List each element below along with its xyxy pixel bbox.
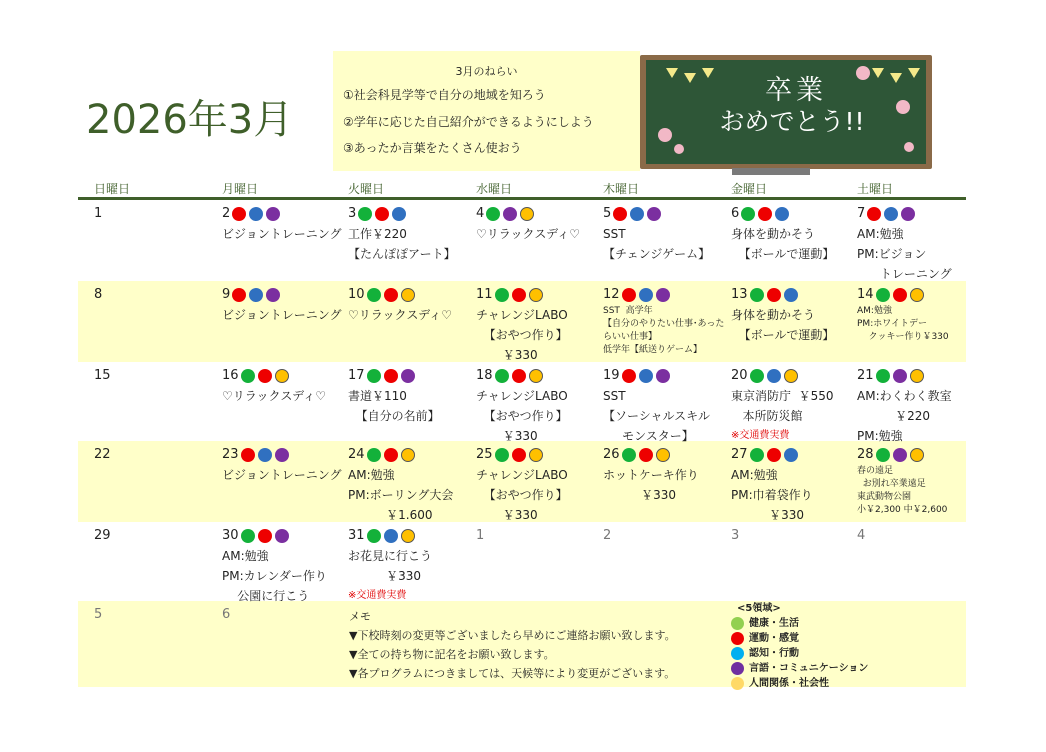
day-cell <box>476 444 600 525</box>
green-domain-dot-icon <box>622 448 636 462</box>
activity-line: ￥330 <box>348 569 422 583</box>
red-domain-dot-icon <box>258 369 272 383</box>
day-number: 17 <box>348 368 365 383</box>
legend-dot-icon <box>731 617 744 630</box>
activity-line: ￥330 <box>731 508 805 522</box>
blue-domain-dot-icon <box>639 288 653 302</box>
legend-item: 健康・生活 <box>731 616 868 631</box>
activity-line: PM:ビジョン <box>857 247 927 261</box>
day-number: 23 <box>222 447 239 462</box>
purple-domain-dot-icon <box>275 448 289 462</box>
weekday-header: 日曜日 <box>94 182 131 196</box>
day-number: 5 <box>94 607 103 622</box>
blue-domain-dot-icon <box>630 207 644 221</box>
activity-line: ￥220 <box>857 409 931 423</box>
day-cell <box>731 365 855 446</box>
legend-item: 認知・行動 <box>731 646 868 661</box>
day-number: 31 <box>348 528 365 543</box>
day-number: 9 <box>222 287 231 302</box>
red-domain-dot-icon <box>241 448 255 462</box>
day-cell <box>94 203 218 224</box>
weekday-header: 土曜日 <box>857 182 894 196</box>
green-domain-dot-icon <box>495 288 509 302</box>
aim-item: ②学年に応じた自己紹介ができるようにしよう <box>343 115 594 129</box>
activity-line: モンスター】 <box>603 429 694 443</box>
blue-domain-dot-icon <box>249 207 263 221</box>
aim-item: ③あったか言葉をたくさん使おう <box>343 141 522 155</box>
memo-line: ▼下校時刻の変更等ございましたら早めにご連絡お願い致します。 <box>349 629 676 642</box>
aims-heading: 3月のねらい <box>455 65 518 78</box>
legend-dot-icon <box>731 677 744 690</box>
day-number: 1 <box>476 528 485 543</box>
day-number: 24 <box>348 447 365 462</box>
day-cell <box>94 284 218 305</box>
cherry-blossom-icon <box>904 142 914 152</box>
activity-line: PM:カレンダー作り <box>222 569 327 583</box>
day-cell <box>222 604 346 625</box>
activity-line: 【おやつ作り】 <box>476 409 568 423</box>
blue-domain-dot-icon <box>249 288 263 302</box>
blue-domain-dot-icon <box>767 369 781 383</box>
green-domain-dot-icon <box>750 448 764 462</box>
day-number: 20 <box>731 368 748 383</box>
green-domain-dot-icon <box>876 369 890 383</box>
activity-line: AM:勉強 <box>348 468 395 482</box>
activity-line: 身体を動かそう <box>731 308 816 322</box>
red-domain-dot-icon <box>384 369 398 383</box>
activity-line: 【おやつ作り】 <box>476 328 568 342</box>
day-cell <box>94 525 218 546</box>
day-cell <box>731 203 855 264</box>
activity-line: PM:勉強 <box>857 429 903 443</box>
day-cell <box>857 365 981 446</box>
chalk-tray <box>732 168 810 175</box>
red-domain-dot-icon <box>232 207 246 221</box>
activity-line: 【チェンジゲーム】 <box>603 247 711 261</box>
red-domain-dot-icon <box>622 369 636 383</box>
activity-line: 工作￥220 <box>348 227 407 241</box>
orange-domain-dot-icon <box>910 288 924 302</box>
day-number: 3 <box>731 528 740 543</box>
orange-domain-dot-icon <box>401 288 415 302</box>
activity-line: ￥330 <box>476 429 538 443</box>
red-domain-dot-icon <box>639 448 653 462</box>
purple-domain-dot-icon <box>401 369 415 383</box>
activity-line: AM:勉強 <box>857 306 892 316</box>
day-number: 3 <box>348 206 357 221</box>
day-cell <box>603 203 727 264</box>
red-domain-dot-icon <box>384 288 398 302</box>
green-domain-dot-icon <box>876 448 890 462</box>
day-number: 18 <box>476 368 493 383</box>
activity-line: 【自分の名前】 <box>348 409 440 423</box>
red-domain-dot-icon <box>384 448 398 462</box>
day-number: 29 <box>94 528 111 543</box>
day-cell <box>476 365 600 446</box>
activity-line: SST <box>603 389 626 403</box>
red-domain-dot-icon <box>512 448 526 462</box>
day-cell <box>222 444 346 485</box>
purple-domain-dot-icon <box>893 448 907 462</box>
purple-domain-dot-icon <box>893 369 907 383</box>
green-domain-dot-icon <box>358 207 372 221</box>
activity-line: お別れ卒業遠足 <box>857 479 926 489</box>
purple-domain-dot-icon <box>647 207 661 221</box>
activity-line: 東京消防庁 ￥550 <box>731 389 834 403</box>
memo-section <box>349 607 676 683</box>
activity-line: PM:ホワイトデー <box>857 319 927 329</box>
legend-item: 言語・コミュニケーション <box>731 661 868 676</box>
day-cell <box>603 444 727 505</box>
green-domain-dot-icon <box>750 288 764 302</box>
blue-domain-dot-icon <box>639 369 653 383</box>
day-number: 10 <box>348 287 365 302</box>
red-domain-dot-icon <box>232 288 246 302</box>
purple-domain-dot-icon <box>656 369 670 383</box>
day-number: 8 <box>94 287 103 302</box>
activity-line: 書道￥110 <box>348 389 407 403</box>
day-cell <box>222 365 346 406</box>
legend-item: 運動・感覚 <box>731 631 868 646</box>
activity-line: クッキー作り￥330 <box>857 332 949 342</box>
red-domain-dot-icon <box>622 288 636 302</box>
red-domain-dot-icon <box>512 369 526 383</box>
activity-line: チャレンジLABO <box>476 468 568 482</box>
orange-domain-dot-icon <box>401 448 415 462</box>
day-cell <box>857 203 981 284</box>
orange-domain-dot-icon <box>529 288 543 302</box>
purple-domain-dot-icon <box>266 288 280 302</box>
activity-line: AM:勉強 <box>857 227 904 241</box>
day-cell <box>94 444 218 465</box>
blue-domain-dot-icon <box>884 207 898 221</box>
activity-line: チャレンジLABO <box>476 308 568 322</box>
day-number: 22 <box>94 447 111 462</box>
activity-line: ビジョントレーニング <box>222 227 342 241</box>
purple-domain-dot-icon <box>266 207 280 221</box>
monthly-aims-box <box>333 51 640 171</box>
orange-domain-dot-icon <box>910 369 924 383</box>
day-number: 15 <box>94 368 111 383</box>
activity-line: 【ボールで運動】 <box>731 328 835 342</box>
activity-line: 東武動物公園 <box>857 492 912 502</box>
day-number: 7 <box>857 206 866 221</box>
activity-line: ビジョントレーニング <box>222 308 342 322</box>
activity-line: 【おやつ作り】 <box>476 488 568 502</box>
day-cell <box>731 525 855 546</box>
purple-domain-dot-icon <box>275 529 289 543</box>
blue-domain-dot-icon <box>775 207 789 221</box>
day-cell <box>222 203 346 244</box>
red-domain-dot-icon <box>375 207 389 221</box>
orange-domain-dot-icon <box>529 369 543 383</box>
orange-domain-dot-icon <box>529 448 543 462</box>
activity-line: 【ソーシャルスキル <box>603 409 711 423</box>
legend-dot-icon <box>731 632 744 645</box>
red-domain-dot-icon <box>767 448 781 462</box>
blue-domain-dot-icon <box>784 288 798 302</box>
activity-line: PM:ボーリング大会 <box>348 488 454 502</box>
day-cell <box>731 444 855 525</box>
activity-line: AM:勉強 <box>222 549 269 563</box>
day-cell <box>603 525 727 546</box>
day-number: 4 <box>857 528 866 543</box>
day-number: 13 <box>731 287 748 302</box>
day-number: 27 <box>731 447 748 462</box>
blue-domain-dot-icon <box>258 448 272 462</box>
activity-line: ￥1.600 <box>348 508 433 522</box>
day-cell <box>94 365 218 386</box>
red-domain-dot-icon <box>512 288 526 302</box>
orange-domain-dot-icon <box>784 369 798 383</box>
activity-line: AM:わくわく教室 <box>857 389 952 403</box>
day-number: 4 <box>476 206 485 221</box>
day-cell <box>222 284 346 325</box>
green-domain-dot-icon <box>367 369 381 383</box>
day-number: 1 <box>94 206 103 221</box>
memo-line: ▼全ての持ち物に記名をお願い致します。 <box>349 648 555 661</box>
day-number: 5 <box>603 206 612 221</box>
day-number: 12 <box>603 287 620 302</box>
orange-domain-dot-icon <box>520 207 534 221</box>
day-cell <box>476 203 600 244</box>
activity-line: 本所防災館 <box>731 409 803 423</box>
activity-line: 【自分のやりたい仕事･あった <box>603 319 725 329</box>
orange-domain-dot-icon <box>656 448 670 462</box>
activity-line: 公園に行こう <box>222 589 310 603</box>
activity-line: 小￥2,300 中￥2,600 <box>857 505 948 515</box>
activity-line: トレーニング <box>857 267 952 281</box>
red-domain-dot-icon <box>613 207 627 221</box>
day-cell <box>603 365 727 446</box>
day-cell <box>857 444 981 517</box>
activity-line: ビジョントレーニング <box>222 468 342 482</box>
memo-title: メモ <box>349 610 371 623</box>
legend-dot-icon <box>731 662 744 675</box>
activity-line: ￥330 <box>603 488 677 502</box>
day-number: 28 <box>857 447 874 462</box>
five-domains-legend <box>731 601 868 691</box>
day-cell <box>348 525 472 606</box>
graduation-chalkboard <box>640 55 932 169</box>
weekday-header: 水曜日 <box>476 182 513 196</box>
day-number: 11 <box>476 287 493 302</box>
activity-line: SST <box>603 227 626 241</box>
blue-domain-dot-icon <box>392 207 406 221</box>
day-cell <box>731 284 855 345</box>
day-cell <box>476 525 600 546</box>
weekday-header: 金曜日 <box>731 182 768 196</box>
green-domain-dot-icon <box>367 448 381 462</box>
day-cell <box>348 444 472 525</box>
activity-line: ♡リラックスディ♡ <box>222 389 326 403</box>
activity-line: AM:勉強 <box>731 468 778 482</box>
header-divider <box>78 197 966 200</box>
activity-line: チャレンジLABO <box>476 389 568 403</box>
purple-domain-dot-icon <box>503 207 517 221</box>
day-cell <box>857 284 981 344</box>
activity-line: お花見に行こう <box>348 549 433 563</box>
board-message: おめでとう!! <box>719 107 865 136</box>
green-domain-dot-icon <box>241 369 255 383</box>
day-number: 26 <box>603 447 620 462</box>
green-domain-dot-icon <box>750 369 764 383</box>
day-number: 19 <box>603 368 620 383</box>
fare-note: ※交通費実費 <box>348 590 407 601</box>
weekday-header: 火曜日 <box>348 182 385 196</box>
day-number: 25 <box>476 447 493 462</box>
red-domain-dot-icon <box>767 288 781 302</box>
orange-domain-dot-icon <box>275 369 289 383</box>
memo-line: ▼各プログラムにつきましては、天候等により変更がございます。 <box>349 667 676 680</box>
day-cell <box>857 525 981 546</box>
legend-title: <5領域> <box>737 603 781 614</box>
activity-line: 低学年【紙送りゲーム】 <box>603 345 703 355</box>
red-domain-dot-icon <box>758 207 772 221</box>
day-number: 16 <box>222 368 239 383</box>
red-domain-dot-icon <box>893 288 907 302</box>
green-domain-dot-icon <box>741 207 755 221</box>
day-cell <box>348 284 472 325</box>
legend-dot-icon <box>731 647 744 660</box>
purple-domain-dot-icon <box>656 288 670 302</box>
green-domain-dot-icon <box>367 288 381 302</box>
cherry-blossom-icon <box>658 128 672 142</box>
weekday-header: 月曜日 <box>222 182 259 196</box>
blue-domain-dot-icon <box>384 529 398 543</box>
activity-line: ￥330 <box>476 348 538 362</box>
green-domain-dot-icon <box>486 207 500 221</box>
day-cell <box>348 203 472 264</box>
orange-domain-dot-icon <box>401 529 415 543</box>
activity-line: PM:巾着袋作り <box>731 488 813 502</box>
activity-line: ♡リラックスディ♡ <box>476 227 580 241</box>
orange-domain-dot-icon <box>910 448 924 462</box>
red-domain-dot-icon <box>258 529 272 543</box>
day-cell <box>476 284 600 365</box>
day-number: 6 <box>222 607 231 622</box>
board-title: 卒業 <box>765 75 827 106</box>
green-domain-dot-icon <box>495 448 509 462</box>
activity-line: ♡リラックスディ♡ <box>348 308 452 322</box>
green-domain-dot-icon <box>241 529 255 543</box>
red-domain-dot-icon <box>867 207 881 221</box>
activity-line: 春の遠足 <box>857 466 894 476</box>
purple-domain-dot-icon <box>901 207 915 221</box>
activity-line: 【たんぽぽアート】 <box>348 247 456 261</box>
activity-line: 【ボールで運動】 <box>731 247 835 261</box>
calendar-title: 2026年3月 <box>86 97 294 143</box>
cherry-blossom-icon <box>674 144 684 154</box>
weekday-header: 木曜日 <box>603 182 640 196</box>
day-cell <box>222 525 346 606</box>
green-domain-dot-icon <box>876 288 890 302</box>
legend-item: 人間関係・社会性 <box>731 676 868 691</box>
day-number: 2 <box>603 528 612 543</box>
day-number: 2 <box>222 206 231 221</box>
activity-line: らいい仕事】 <box>603 332 658 342</box>
activity-line: ホットケーキ作り <box>603 468 699 482</box>
green-domain-dot-icon <box>367 529 381 543</box>
day-number: 6 <box>731 206 740 221</box>
activity-line: 身体を動かそう <box>731 227 816 241</box>
activity-line: SST 高学年 <box>603 306 653 316</box>
day-cell <box>603 284 727 357</box>
day-number: 14 <box>857 287 874 302</box>
activity-line: ￥330 <box>476 508 538 522</box>
day-cell <box>94 604 218 625</box>
blue-domain-dot-icon <box>784 448 798 462</box>
green-domain-dot-icon <box>495 369 509 383</box>
aim-item: ①社会科見学等で自分の地域を知ろう <box>343 88 546 102</box>
day-number: 21 <box>857 368 874 383</box>
day-cell <box>348 365 472 426</box>
fare-note: ※交通費実費 <box>731 430 790 441</box>
day-number: 30 <box>222 528 239 543</box>
